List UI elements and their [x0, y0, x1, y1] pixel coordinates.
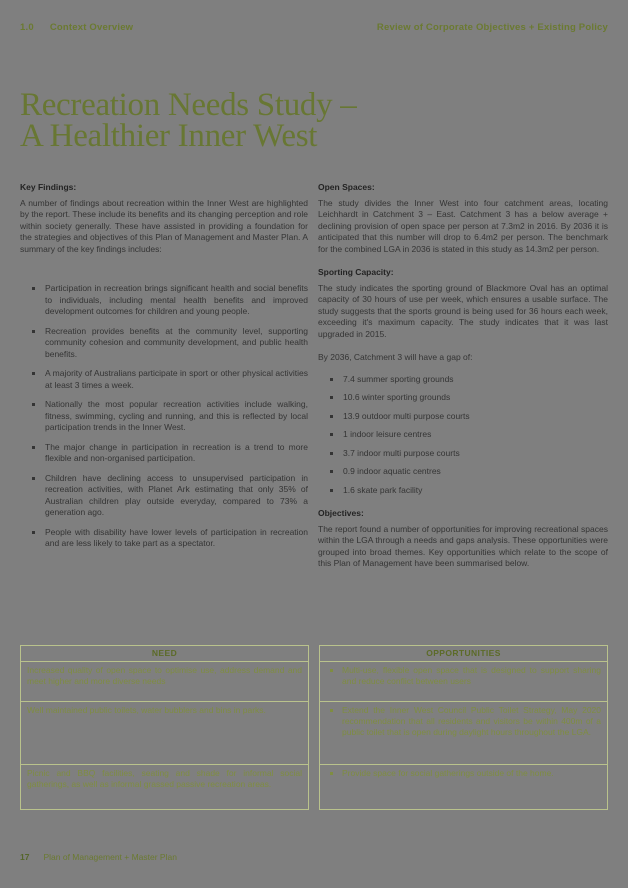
bullet-icon	[32, 372, 35, 375]
key-findings-heading: Key Findings:	[20, 182, 77, 192]
bullet-icon	[330, 709, 333, 712]
sporting-capacity-heading: Sporting Capacity:	[318, 267, 394, 277]
list-item	[318, 411, 608, 423]
page-title	[20, 87, 608, 154]
key-findings-list	[20, 283, 308, 550]
list-item	[20, 442, 308, 465]
list-item-text: Nationally the most popular recreation activities include walking, fitness, swimming, cycling and running, and this is reflected by local participation trends in the Inner West.	[45, 399, 308, 432]
bullet-icon	[330, 433, 333, 436]
table-row: Increased quality of open space to optimise use, address demand and meet higher and more diverse needs	[20, 662, 309, 702]
list-item	[318, 466, 608, 478]
list-item	[20, 527, 308, 550]
table-cell-text: Multi-use, flexible open space that is designed to support sharing and reduce conflict between users	[342, 665, 601, 686]
footer-text: Plan of Management + Master Plan	[43, 852, 177, 862]
list-item	[20, 399, 308, 434]
gap-list	[318, 374, 608, 497]
bullet-icon	[32, 403, 35, 406]
objectives-body: The report found a number of opportunities for improving recreational spaces within the LGA through a needs and gaps analysis. These opportunities were grouped into broad themes. Key opportunities which relate to the scope of this Plan of Management have been summarised below.	[318, 523, 608, 568]
list-item-text: People with disability have lower levels of participation in recreation and are less likely to take part as a spectator.	[45, 526, 308, 548]
list-item	[20, 326, 308, 361]
need-table	[20, 645, 309, 810]
need-opportunities-tables	[20, 645, 608, 810]
bullet-icon	[32, 477, 35, 480]
list-item	[318, 448, 608, 460]
bullet-icon	[32, 287, 35, 290]
bullet-icon	[330, 396, 333, 399]
page-header	[20, 22, 608, 33]
header-section	[20, 22, 133, 33]
page-title-line1: Recreation Needs Study –	[20, 87, 357, 123]
list-item-text: 1 indoor leisure centres	[343, 429, 432, 439]
list-item-text: 7.4 summer sporting grounds	[343, 373, 454, 384]
list-item-text: 1.6 skate park facility	[343, 484, 423, 495]
bullet-icon	[32, 446, 35, 449]
bullet-icon	[32, 531, 35, 534]
list-item	[318, 392, 608, 404]
list-item-text: 10.6 winter sporting grounds	[343, 392, 451, 402]
bullet-icon	[330, 489, 333, 492]
opportunities-column-header: OPPORTUNITIES	[319, 645, 608, 662]
list-item	[318, 429, 608, 441]
list-item-text: 0.9 indoor aquatic centres	[343, 466, 441, 476]
section-number: 1.0	[20, 22, 34, 33]
right-column	[318, 182, 608, 580]
bullet-icon	[330, 669, 333, 672]
page-title-line2: A Healthier Inner West	[20, 118, 318, 154]
list-item	[20, 283, 308, 318]
list-item	[318, 485, 608, 497]
bullet-icon	[330, 378, 333, 381]
list-item-text: 13.9 outdoor multi purpose courts	[343, 410, 470, 421]
table-cell-text: Extend the Inner West Council Public Toilet Strategy, May 2020 recommendation that all residents and visitors be within 400m of a public toilet that is open during daylight hours throughout the LGA.	[342, 705, 601, 737]
section-title: Context Overview	[49, 22, 134, 33]
open-spaces-heading: Open Spaces:	[318, 182, 375, 192]
page-footer	[20, 852, 177, 862]
list-item-text: 3.7 indoor multi purpose courts	[343, 447, 460, 458]
list-item	[20, 473, 308, 519]
list-item-text: Children have declining access to unsupervised participation in recreation activities, with Planet Ark estimating that only 35% of Australian children play outside everyday, compared to 73% a generation ago.	[45, 472, 308, 517]
bullet-icon	[330, 452, 333, 455]
list-item-text: A majority of Australians participate in sport or other physical activities at least 3 times a week.	[45, 368, 308, 390]
table-row	[319, 662, 608, 702]
table-row: Well maintained public toilets, water bubblers and bins in parks.	[20, 702, 309, 765]
list-item-text: Recreation provides benefits at the community level, supporting community cohesion and community development, and public health benefits.	[45, 325, 308, 359]
bullet-icon	[32, 330, 35, 333]
table-row: Picnic and BBQ facilities, seating and shade for informal social gatherings, as well as informal grassed passive recreation areas.	[20, 765, 309, 810]
key-findings-intro: A number of findings about recreation within the Inner West are highlighted by the report. These include its benefits and its changing perception and role within society generally. These have assisted in providing a foundation for the strategies and objectives of this Plan of Management and Master Plan. A summary of the key findings includes:	[20, 197, 308, 254]
opportunities-table	[319, 645, 608, 810]
table-row	[319, 702, 608, 765]
objectives-heading: Objectives:	[318, 508, 364, 518]
bullet-icon	[330, 772, 333, 775]
table-cell-text: Provide space for social gatherings outside of the home.	[342, 768, 554, 778]
header-right-title: Review of Corporate Objectives + Existing Policy	[376, 22, 608, 33]
left-column	[20, 182, 308, 558]
need-column-header: NEED	[20, 645, 309, 662]
gap-intro: By 2036, Catchment 3 will have a gap of:	[318, 352, 473, 362]
bullet-icon	[330, 415, 333, 418]
table-row	[319, 765, 608, 810]
open-spaces-body: The study divides the Inner West into four catchment areas, locating Leichhardt in Catchment 3 – East. Catchment 3 has a below average + declining provision of open space per person at 7.3m2 in 2016. By 2036 it is anticipated that this number will drop to 6.4m2 per person. The benchmark for the combined LGA in 2036 is stated in this study as 14.3m2 per person.	[318, 197, 608, 254]
list-item	[318, 374, 608, 386]
list-item-text: Participation in recreation brings significant health and social benefits to individuals, including mental health benefits and improved development outcomes for children and young people.	[45, 283, 308, 316]
list-item-text: The major change in participation in recreation is a trend to more flexible and non-organised participation.	[45, 441, 308, 463]
page-number: 17	[20, 852, 30, 862]
bullet-icon	[330, 470, 333, 473]
sporting-capacity-body: The study indicates the sporting ground of Blackmore Oval has an optimal capacity of 30 hours of use per week, which ensures a usable surface. The study suggests that the sports ground is being used for 36 hours each week, exceeding it's maximum capacity. The study indicates that it was last upgraded in 2015.	[318, 282, 608, 339]
list-item	[20, 368, 308, 391]
